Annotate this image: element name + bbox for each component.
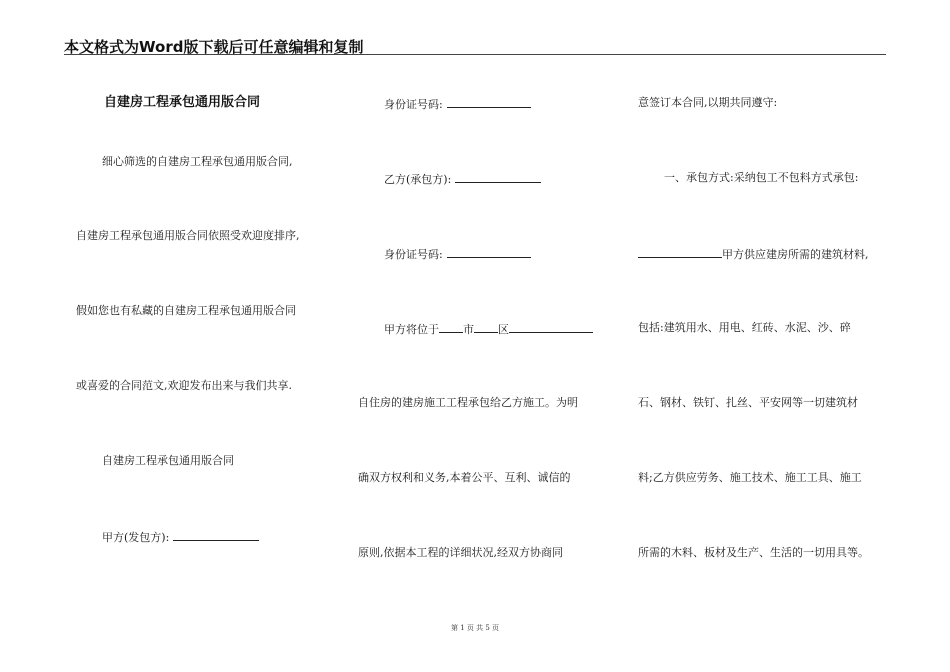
fill-in-blank (439, 321, 463, 333)
text-line (664, 171, 858, 185)
text-line (76, 229, 300, 243)
line-text: 甲方供应建房所需的建筑材料, (722, 248, 869, 261)
line-text: 包括:建筑用水、用电、红砖、水泥、沙、碎 (638, 321, 851, 334)
fill-in-blank (509, 321, 593, 333)
text-line (358, 396, 578, 410)
text-line (638, 321, 851, 335)
text-line (638, 396, 858, 410)
line-text: 细心筛选的自建房工程承包通用版合同, (102, 155, 293, 168)
text-line (76, 304, 296, 318)
line-text: 乙方(承包方): (384, 173, 452, 186)
text-line (638, 471, 862, 485)
document-header: 本文格式为Word版下载后可任意编辑和复制 (64, 38, 364, 56)
text-line (384, 321, 593, 337)
text-line (384, 246, 531, 262)
text-line (358, 471, 571, 485)
text-column-2 (358, 0, 608, 600)
text-line (102, 155, 293, 169)
line-text: 原则,依据本工程的详细状况,经双方协商同 (358, 546, 563, 559)
line-text: 所需的木料、板材及生产、生活的一切用具等。 (638, 546, 869, 559)
text-line (638, 246, 869, 262)
document-title (104, 96, 260, 110)
line-text: 或喜爱的合同范文,欢迎发布出来与我们共享. (76, 379, 292, 392)
line-text-segment: 区 (498, 323, 509, 336)
line-text: 自建房工程承包通用版合同 (104, 95, 261, 110)
line-text: 身份证号码: (384, 98, 443, 111)
text-line (102, 454, 234, 468)
line-text: 甲方(发包方): (102, 531, 170, 544)
fill-in-blank (455, 171, 541, 183)
fill-in-blank (474, 321, 498, 333)
fill-in-blank (173, 529, 259, 541)
fill-in-blank (447, 96, 531, 108)
line-text: 一、承包方式:采纳包工不包料方式承包: (664, 171, 859, 184)
fill-in-blank (638, 246, 722, 258)
text-column-1 (76, 0, 326, 600)
text-line (638, 546, 869, 560)
text-line (358, 546, 563, 560)
text-line (384, 96, 531, 112)
line-text: 料;乙方供应劳务、施工技术、施工工具、施工 (638, 471, 862, 484)
text-line (384, 171, 541, 187)
line-text: 自住房的建房施工工程承包给乙方施工。为明 (358, 396, 578, 409)
text-line (102, 529, 259, 545)
text-line (76, 379, 292, 393)
page-number: 第 1 页 共 5 页 (450, 624, 500, 632)
fill-in-blank (447, 246, 531, 258)
line-text: 甲方将位于 (384, 323, 439, 336)
line-text: 假如您也有私藏的自建房工程承包通用版合同 (76, 304, 296, 317)
line-text: 自建房工程承包通用版合同 (102, 454, 234, 467)
line-text: 自建房工程承包通用版合同依照受欢迎度排序, (76, 229, 300, 242)
line-text: 确双方权利和义务,本着公平、互利、诚信的 (358, 471, 571, 484)
line-text-segment: 市 (463, 323, 474, 336)
text-line (638, 96, 777, 110)
line-text: 石、钢材、铁钉、扎丝、平安网等一切建筑材 (638, 396, 858, 409)
line-text: 身份证号码: (384, 248, 443, 261)
line-text: 意签订本合同,以期共同遵守: (638, 96, 778, 109)
text-column-3 (638, 0, 890, 600)
